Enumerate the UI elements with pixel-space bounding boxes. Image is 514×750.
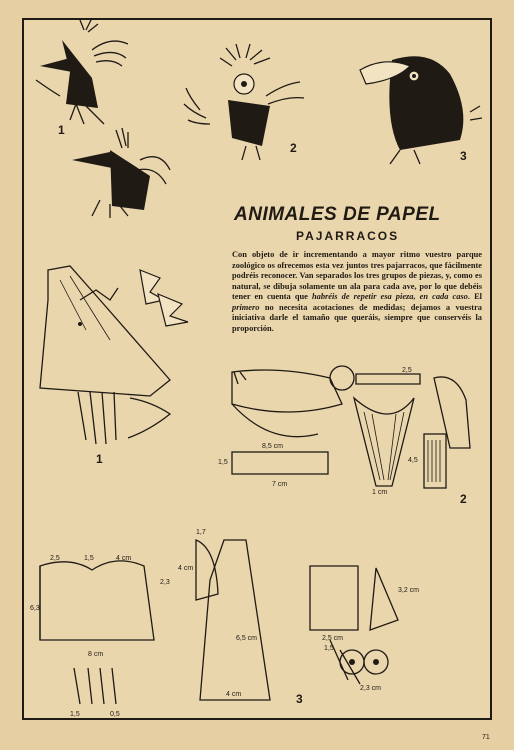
dim-label: 4 cm — [116, 555, 132, 562]
article-title: ANIMALES DE PAPEL — [234, 204, 441, 225]
dim-label: 1,5 — [70, 711, 80, 718]
dim-label: 7 cm — [272, 481, 288, 488]
dim-label: 8,5 cm — [262, 443, 284, 450]
dim-label: 6,3 — [30, 605, 40, 612]
dim-label: 2,3 — [160, 579, 170, 586]
body-text-italic: primero — [232, 302, 260, 312]
figure-number: 1 — [58, 123, 65, 137]
body-text-part: no necesita acotaciones de medidas; dejamos a vuestra iniciativa darle el tamaño que queráis, siempre que conservéis la proporción. — [232, 302, 482, 333]
dim-label: 3,2 cm — [398, 587, 420, 594]
dim-label: 6,5 cm — [236, 635, 258, 642]
figure-number: 2 — [460, 492, 467, 506]
page-number: 71 — [482, 734, 490, 741]
dim-label: 1,5 — [218, 459, 228, 466]
dim-label: 2,5 cm — [322, 635, 344, 642]
dim-label: 4 cm — [178, 565, 194, 572]
body-text-italic: habréis de repetir esa pieza, en cada caso — [311, 292, 468, 301]
figure-number: 3 — [296, 692, 303, 706]
dim-label: 0,5 — [110, 711, 120, 718]
dim-label: 4,5 — [408, 457, 418, 464]
article-subtitle: PAJARRACOS — [296, 229, 400, 243]
article-body — [232, 250, 482, 334]
figure-number: 3 — [460, 149, 467, 163]
figure-number: 1 — [96, 452, 103, 466]
dim-label: 1,7 — [196, 529, 206, 536]
dim-label: 4 cm — [226, 691, 242, 698]
dim-label: 2,5 — [50, 555, 60, 562]
figure-number: 2 — [290, 141, 297, 155]
dim-label: 1 cm — [372, 489, 388, 496]
dim-label: 1,5 — [84, 555, 94, 562]
dim-label: 1,5 — [324, 645, 334, 652]
dim-label: 2,3 cm — [360, 685, 382, 692]
dim-label: 8 cm — [88, 651, 104, 658]
body-text-part: . El — [467, 292, 482, 301]
dim-label: 2,5 — [402, 367, 412, 374]
body-text-part: Con objeto de ir incrementando a mayor ritmo vuestro parque zoológico os ofrecemos esta vez juntos tres pajarracos, que fácilmente podréis reconocer. Van separados los tres grupos de piezas, y, como es natural, se dibuja solamente un ala para cada ave, por lo que debéis tener en cuenta que — [232, 250, 482, 301]
